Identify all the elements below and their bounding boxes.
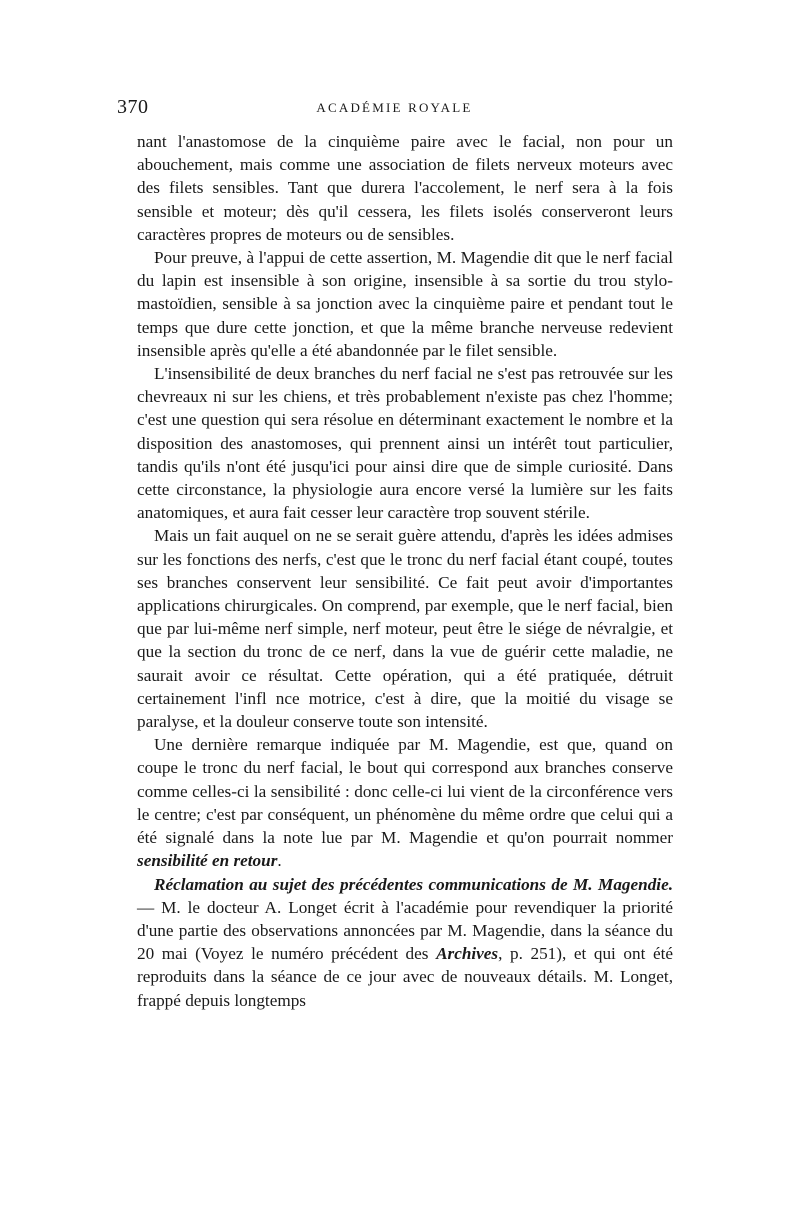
paragraph-text: — M. le docteur A. Longet écrit à l'académie pour revendiquer la priorité d'une partie des observations annoncées par M. Magendie, dans la séance du 20 mai (Voyez le numéro précédent des [137, 897, 673, 964]
italic-term: sensibilité en retour [137, 851, 278, 871]
running-title: ACADÉMIE ROYALE [316, 100, 473, 115]
section-paragraph [137, 873, 673, 1012]
paragraph: Pour preuve, à l'appui de cette assertion, M. Magendie dit que le nerf facial du lapin est insensible à son origine, insensible à sa sortie du trou stylo-mastoïdien, sensible à sa jonction avec la cinquième paire et pendant tout le temps que dure cette jonction, et que la même branche nerveuse redevient insensible après qu'elle a été abandonnée par le filet sensible. [137, 248, 673, 360]
page-header [117, 96, 672, 126]
paragraph-text: , p. 251), et qui ont été reproduits dans la séance de ce jour avec de nouveaux détails. M. Longet, frappé depuis longtemps [137, 944, 674, 1010]
paragraph [137, 733, 673, 872]
page-number: 370 [117, 96, 149, 118]
body-text [137, 130, 673, 1012]
paragraph: Mais un fait auquel on ne se serait guère attendu, d'après les idées admises sur les fonctions des nerfs, c'est que le tronc du nerf facial étant coupé, toutes ses branches conservent leur sensibilité. Ce fait peut avoir d'importantes applications chirurgicales. On comprend, par exemple, que le nerf facial, bien que par lui-même nerf simple, nerf moteur, peut être le siége de névralgie, et que la section du tronc de ce nerf, dans la vue de guérir cette maladie, ne saurait avoir ce résultat. Cette opération, qui a été pratiquée, détruit certainement l'infl nce motrice, c'est à dire, que la moitié du visage se paralyse, et la douleur conserve toute son intensité. [137, 526, 673, 732]
paragraph: nant l'anastomose de la cinquième paire avec le facial, non pour un abouchement, mais comme une association de filets nerveux moteurs avec des filets sensibles. Tant que durera l'accolement, le nerf sera à la fois sensible et moteur; dès qu'il cessera, les filets isolés conserveront leurs caractères propres de moteurs ou de sensibles. [137, 132, 673, 244]
section-title: Réclamation au sujet des précédentes communications de M. Magendie. [154, 874, 673, 894]
italic-term: Archives [436, 944, 499, 964]
paragraph-text: . [277, 851, 282, 871]
paragraph: L'insensibilité de deux branches du nerf facial ne s'est pas retrouvée sur les chevreaux ni sur les chiens, et très probablement n'existe pas chez l'homme; c'est une question qui sera résolue en déterminant exactement le nombre et la disposition des anastomoses, qui prennent ainsi un intérêt tout particulier, tandis qu'ils n'ont été jusqu'ici pour ainsi dire que de simple curiosité. Dans cette circonstance, la physiologie aura encore versé la lumière sur les faits anatomiques, et aura fait cesser leur caractère trop souvent stérile. [137, 364, 673, 523]
paragraph-text: Une dernière remarque indiquée par M. Magendie, est que, quand on coupe le tronc du nerf facial, le bout qui correspond aux branches conserve comme celles-ci la sensibilité : donc celle-ci lui vient de la circonférence vers le centre; c'est par conséquent, un phénomène du même ordre que celui qui a été signalé dans la note lue par M. Magendie et qu'on pourrait nommer [137, 735, 673, 848]
